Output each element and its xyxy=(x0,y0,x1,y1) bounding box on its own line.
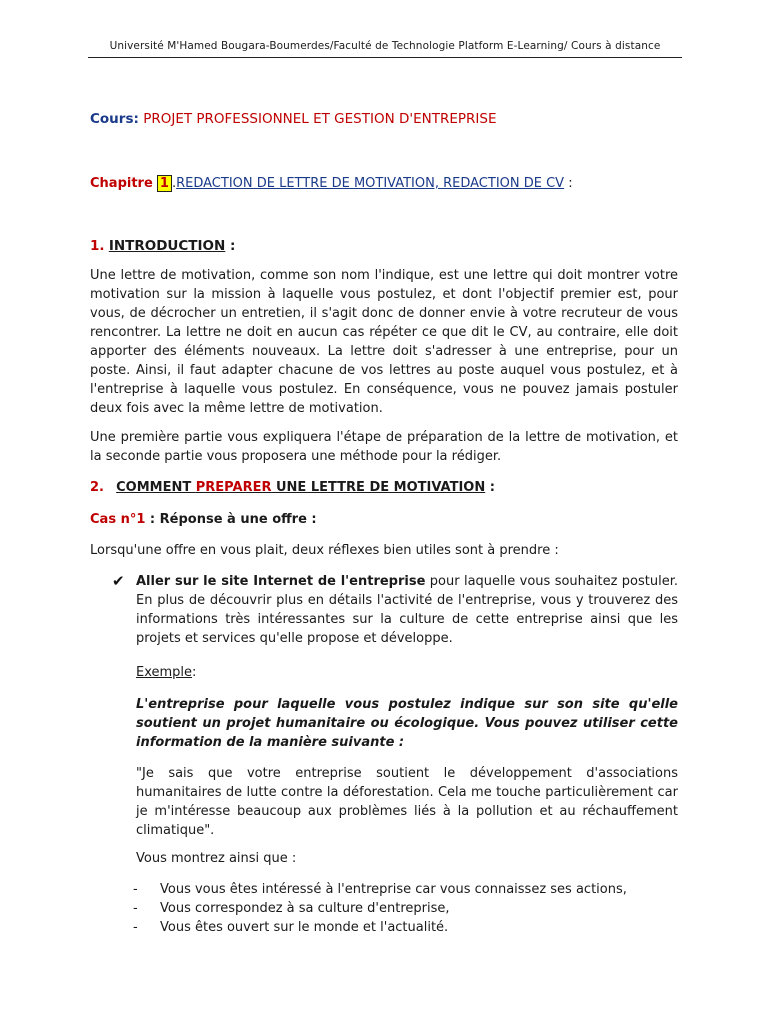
course-heading xyxy=(90,111,496,127)
dash-3: - xyxy=(133,920,138,935)
section1-heading xyxy=(90,238,235,254)
dash-item-3: Vous êtes ouvert sur le monde et l'actualité. xyxy=(160,920,449,935)
section2-number: 2. xyxy=(90,480,104,495)
case1-text: : Réponse à une offre : xyxy=(145,512,317,527)
chapter-title: REDACTION DE LETTRE DE MOTIVATION, REDACTION DE CV xyxy=(176,176,565,191)
page-header: Université M'Hamed Bougara-Boumerdes/Faculté de Technologie Platform E-Learning/ Cours à distance xyxy=(88,40,682,58)
chapter-label: Chapitre xyxy=(90,176,153,191)
dash-1: - xyxy=(133,882,138,897)
example-heading xyxy=(136,665,196,680)
bullet-bold: Aller sur le site Internet de l'entreprise xyxy=(136,574,426,589)
chapter-heading xyxy=(90,176,573,191)
example-label: Exemple xyxy=(136,665,193,680)
example-show: Vous montrez ainsi que : xyxy=(136,851,297,866)
chapter-colon: : xyxy=(564,176,573,191)
bullet-paragraph xyxy=(136,572,678,648)
section1-number: 1. xyxy=(90,238,105,254)
chapter-dot: . xyxy=(171,176,177,191)
offer-intro: Lorsqu'une offre en vous plait, deux réflexes bien utiles sont à prendre : xyxy=(90,543,559,558)
example-quote: "Je sais que votre entreprise soutient le développement d'associations humanitaires de lutte contre la déforestation. Cela me touche particulièrement car je m'intéresse beaucoup aux problèmes liés à la pollution et au réchauffement climatique". xyxy=(136,766,678,838)
bullet-rest: pour laquelle vous souhaitez postuler. En plus de découvrir plus en détails l'activité de l'entreprise, vous y trouverez des informations très intéressantes sur la culture de cette entreprise ainsi que les projets et services qu'elle propose et développe. xyxy=(136,574,678,646)
course-label: Cours: xyxy=(90,111,139,127)
section2-title-part2: UNE LETTRE DE MOTIVATION xyxy=(271,480,486,495)
dash-2: - xyxy=(133,901,138,916)
dash-item-1: Vous vous êtes intéressé à l'entreprise car vous connaissez ses actions, xyxy=(160,882,627,897)
intro-paragraph-2: Une première partie vous expliquera l'étape de préparation de la lettre de motivation, et la seconde partie vous proposera une méthode pour la rédiger. xyxy=(90,430,678,464)
case1-label: Cas n°1 xyxy=(90,512,146,527)
intro-paragraph-1: Une lettre de motivation, comme son nom l'indique, est une lettre qui doit montrer votre motivation sur la mission à laquelle vous postulez, et dont l'objectif premier est, pour vous, de décrocher un entretien, il s'agit donc de donner envie à votre recruteur de vous rencontrer. La lettre ne doit en aucun cas répéter ce que dit le CV, au contraire, elle doit apporter des éléments nouveaux. La lettre doit s'adresser à une entreprise, pour un poste. Ainsi, il faut adapter chacune de vos lettres au poste auquel vous postulez, et à l'entreprise à laquelle vous postulez. En conséquence, vous ne pouvez jamais postuler deux fois avec la même lettre de motivation. xyxy=(90,268,678,416)
example-italic: L'entreprise pour laquelle vous postulez indique sur son site qu'elle soutient un projet humanitaire ou écologique. Vous pouvez utiliser cette information de la manière suivante : xyxy=(136,697,678,750)
dash-item-2: Vous correspondez à sa culture d'entreprise, xyxy=(160,901,450,916)
section2-heading xyxy=(90,480,495,495)
check-icon: ✔ xyxy=(112,572,125,590)
section2-title-highlight: PREPARER xyxy=(195,480,272,495)
section2-title xyxy=(116,480,485,495)
course-title: PROJET PROFESSIONNEL ET GESTION D'ENTREPRISE xyxy=(143,111,497,127)
case1-heading xyxy=(90,512,317,527)
section2-title-part1: COMMENT xyxy=(116,480,196,495)
section1-colon: : xyxy=(225,238,236,254)
example-colon: : xyxy=(192,665,197,680)
chapter-number: 1 xyxy=(157,175,172,192)
section2-colon: : xyxy=(485,480,495,495)
section1-title: INTRODUCTION xyxy=(108,238,226,254)
